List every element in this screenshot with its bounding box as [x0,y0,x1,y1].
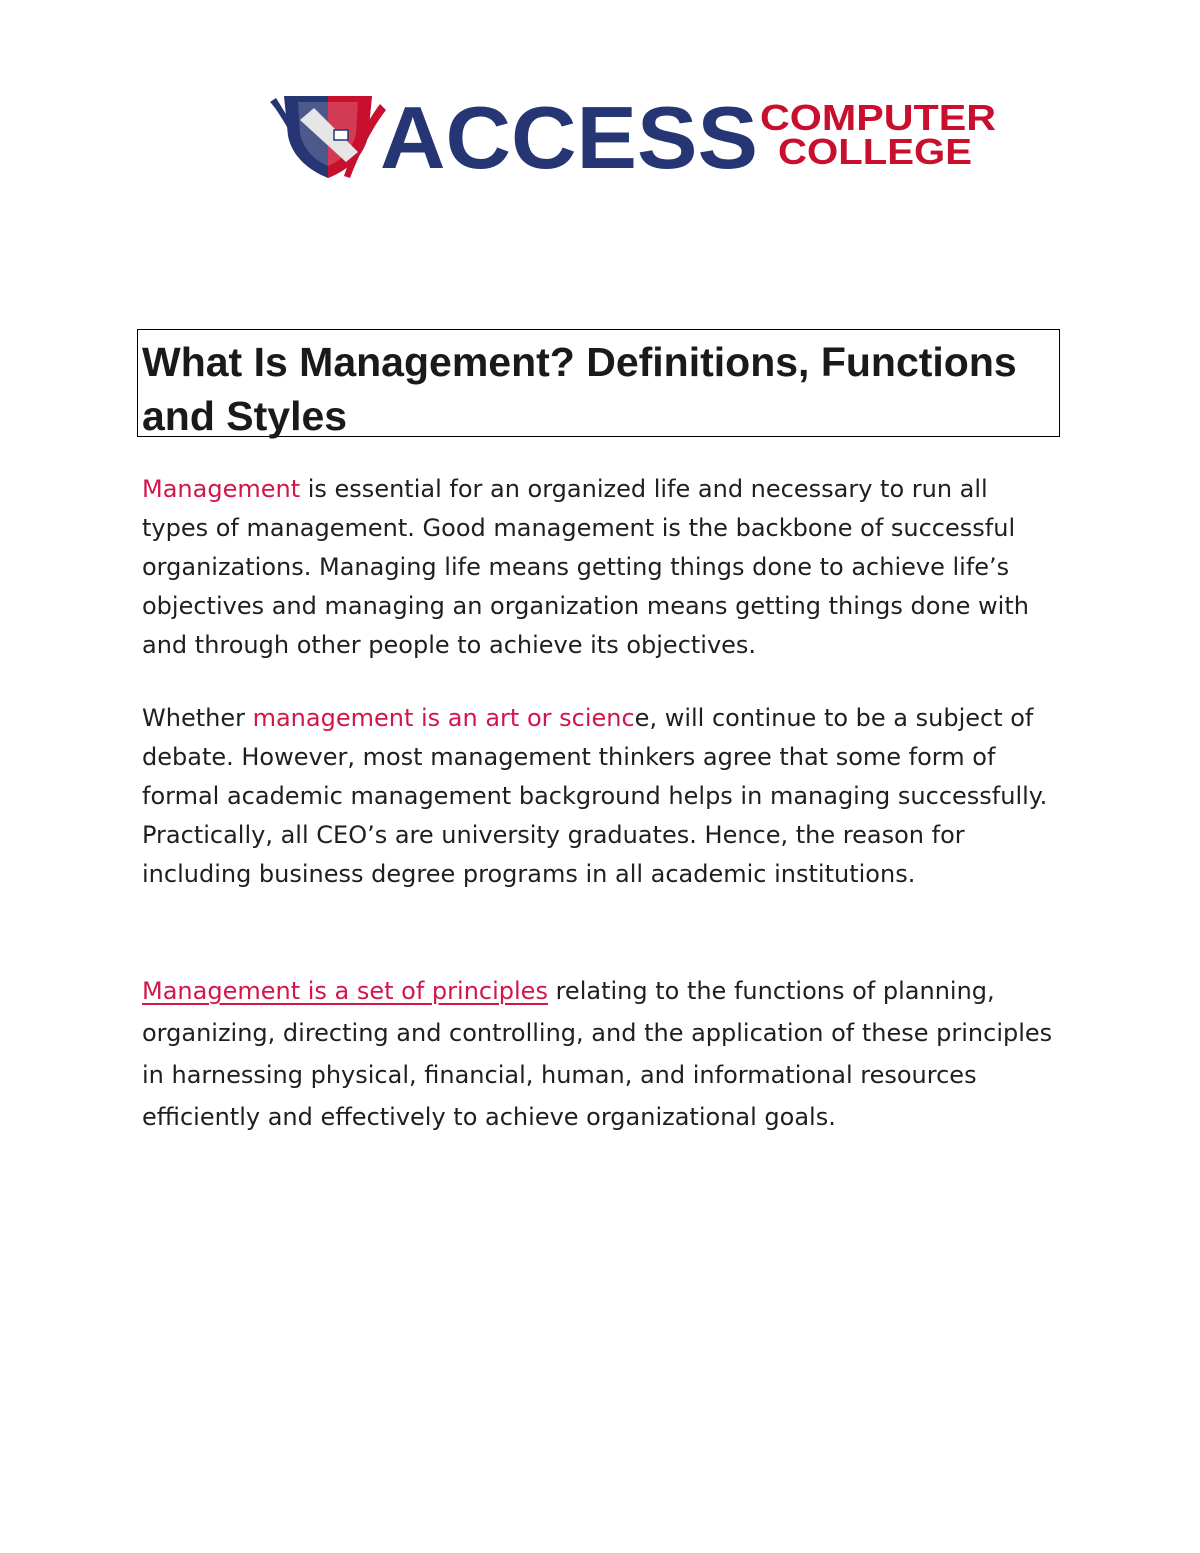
computer-icon [334,130,348,140]
logo-wordmark: ACCESS [380,90,758,182]
college-logo-graphic [268,90,998,182]
paragraph-text: e, will continue to be a subject of debate. However, most management thinkers agree that some form of formal academic management background helps in managing successfully. Practically, all CEO’s are university graduates. Hence, the reason for including business degree programs in all academic institutions. [142,704,1048,888]
title-box [137,329,1060,437]
logo-subtitle-college: COLLEGE [778,131,972,172]
document-title: What Is Management? Definitions, Functions and Styles [142,339,1017,439]
paragraph-text: relating to the functions of planning, organizing, directing and controlling, and the application of these principles in harnessing physical, financial, human, and informational resources efficiently and effectively to achieve organizational goals. [142,977,1053,1131]
paragraph-art-or-science [142,699,1057,894]
art-or-science-term: management is an art or scienc [252,704,635,732]
paragraph-principles [142,970,1057,1138]
management-term: Management [142,475,301,503]
college-logo [268,90,998,182]
paragraph-text: is essential for an organized life and necessary to run all types of management. Good management is the backbone of successful organizations. Managing life means getting things done to achieve life’s objectives and managing an organization means getting things done with and through other people to achieve its objectives. [142,475,1029,659]
principles-link[interactable]: Management is a set of principles [142,977,548,1005]
paragraph-lead: Whether [142,704,253,732]
logo-subtitle-computer: COMPUTER [760,97,996,138]
paragraph-definition [142,470,1057,665]
